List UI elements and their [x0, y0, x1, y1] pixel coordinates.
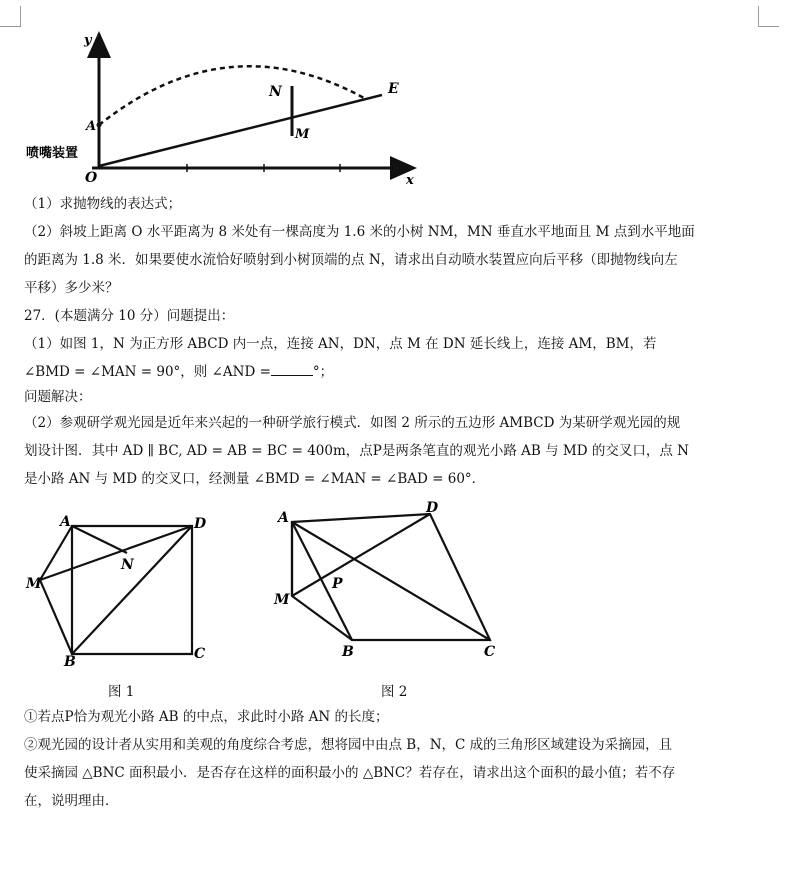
figure-2-pentagon [270, 500, 510, 666]
problem-27-part2-line2: 划设计图．其中 AD ∥ BC, AD = AB = BC = 400m，点P是两条笔直的观光小路 AB 与 MD 的交叉口，点 N [24, 443, 689, 459]
q1-text: （1）求抛物线的表达式； [24, 196, 182, 212]
problem-solving-heading: 问题解决： [24, 389, 92, 405]
point-a-label: A [86, 119, 97, 134]
device-label: 喷嘴装置 [26, 146, 79, 161]
fig1-label-c: C [194, 646, 206, 662]
fig1-label-b: B [64, 654, 76, 666]
answer-blank [271, 363, 313, 376]
angle-condition: ∠BMD = ∠MAN = 90°，则 ∠AND = [24, 364, 271, 380]
point-n-label: N [269, 84, 282, 100]
fig2-label-d: D [426, 500, 439, 516]
fig1-label-a: A [60, 514, 71, 530]
x-axis-label: x [406, 173, 414, 188]
fig2-label-b: B [342, 644, 354, 660]
fig1-label-d: D [194, 516, 207, 532]
point-m-label: M [295, 127, 310, 142]
problem-27-heading: 27．(本题满分 10 分）问题提出： [24, 308, 235, 324]
parabola-curve [99, 66, 364, 125]
fig1-label-m: M [26, 576, 42, 592]
page-corner-mark-left [0, 6, 21, 27]
figure-1-caption: 图 1 [108, 684, 135, 700]
sub-question-2-line3: 在，说明理由． [24, 793, 119, 809]
figure-1-square [22, 508, 222, 666]
fig2-label-p: P [332, 576, 343, 592]
fig1-label-n: N [121, 557, 134, 573]
q2-text-line3: 平移）多少米？ [24, 280, 119, 296]
page-corner-mark-right [758, 6, 779, 27]
origin-label: O [85, 170, 98, 186]
y-axis-label: y [84, 33, 92, 48]
sub-question-2-line2: 使采摘园 △BNC 面积最小．是否存在这样的面积最小的 △BNC？若存在，请求出这个面积的最小值；若不存 [24, 765, 676, 781]
problem-27-part2-line1: （2）参观研学观光园是近年来兴起的一种研学旅行模式．如图 2 所示的五边形 AMBCD 为某研学观光园的规 [24, 415, 681, 431]
fig2-label-c: C [484, 644, 496, 660]
q2-text-line2: 的距离为 1.8 米．如果要使水流恰好喷射到小树顶端的点 N，请求出自动喷水装置应向后平移（即抛物线向左 [24, 252, 678, 268]
figure-2-caption: 图 2 [381, 684, 408, 700]
problem-27-part1-line2 [24, 363, 333, 381]
problem-27-part2-line3: 是小路 AN 与 MD 的交叉口，经测量 ∠BMD = ∠MAN = ∠BAD = 60°． [24, 471, 486, 487]
point-e-label: E [388, 81, 399, 97]
problem-27-part1-line1: （1）如图 1，N 为正方形 ABCD 内一点，连接 AN，DN，点 M 在 DN 延长线上，连接 AM，BM，若 [24, 336, 657, 352]
fig2-label-m: M [274, 592, 290, 608]
sub-question-1: ①若点P恰为观光小路 AB 的中点，求此时小路 AN 的长度； [24, 709, 389, 725]
slope-line [99, 95, 382, 166]
q2-text-line1: （2）斜坡上距离 O 水平距离为 8 米处有一棵高度为 1.6 米的小树 NM，MN 垂直水平地面且 M 点到水平地面 [24, 224, 695, 240]
degree-suffix: °； [312, 364, 334, 380]
sub-question-2-line1: ②观光园的设计者从实用和美观的角度综合考虑，想将园中由点 B，N，C 成的三角形区域建设为采摘园，且 [24, 737, 673, 753]
fig2-label-a: A [278, 510, 289, 526]
sprinkler-figure [22, 28, 422, 188]
